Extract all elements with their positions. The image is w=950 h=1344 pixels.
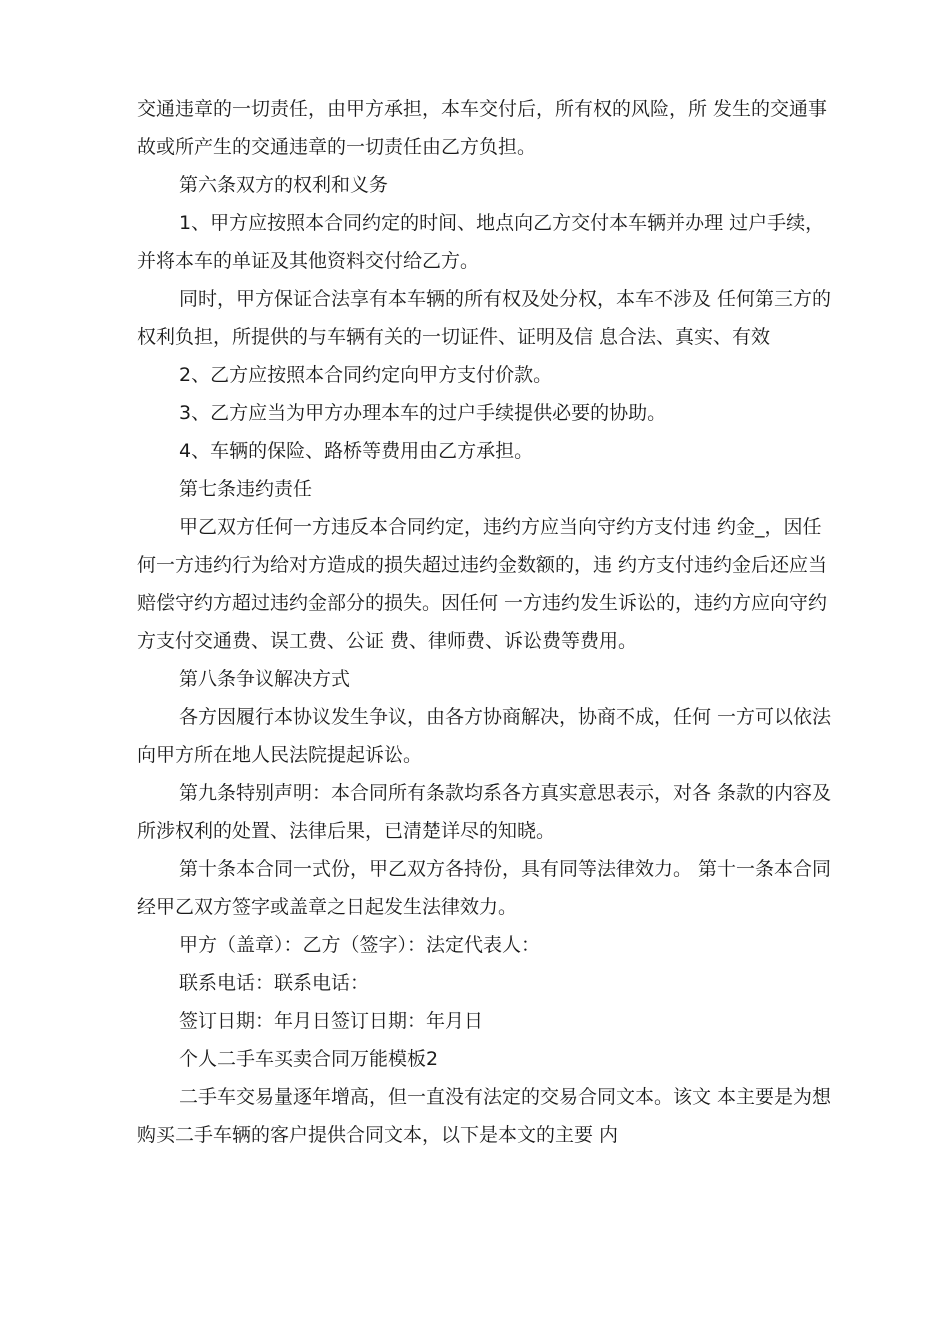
signature-phone-line: 联系电话：联系电话： [179, 972, 370, 994]
paragraph-traffic-liability: 交通违章的一切责任，由甲方承担，本车交付后，所有权的风险，所 发生的交通事故或所产生的交通违章的一切责任由乙方负担。 [137, 98, 828, 158]
paragraph-article-6-item-4: 4、车辆的保险、路桥等费用由乙方承担。 [179, 440, 534, 462]
paragraph-article-7-body: 甲乙双方任何一方违反本合同约定，违约方应当向守约方支付违 约金_，因任何一方违约行为给对方造成的损失超过违约金数额的，违 约方支付违约金后还应当赔偿守约方超过违约金部分的损失。因任何 一方违约发生诉讼的，违约方应向守约方支付交通费、误工费、公证 费、律师费、诉讼费等费用。 [137, 516, 828, 652]
heading-article-7: 第七条违约责任 [179, 478, 313, 500]
paragraph-article-6-item-1: 1、甲方应按照本合同约定的时间、地点向乙方交付本车辆并办理 过户手续，并将本车的单证及其他资料交付给乙方。 [137, 212, 825, 272]
heading-article-8: 第八条争议解决方式 [179, 668, 351, 690]
paragraph-template-2-intro: 二手车交易量逐年增高，但一直没有法定的交易合同文本。该文 本主要是为想购买二手车辆的客户提供合同文本，以下是本文的主要 内 [137, 1086, 832, 1146]
paragraph-article-10-11: 第十条本合同一式份，甲乙双方各持份，具有同等法律效力。 第十一条本合同经甲乙双方签字或盖章之日起发生法律效力。 [137, 858, 832, 918]
signature-parties-line: 甲方（盖章）：乙方（签字）：法定代表人： [179, 934, 541, 956]
paragraph-article-6-guarantee: 同时，甲方保证合法享有本车辆的所有权及处分权，本车不涉及 任何第三方的权利负担，所提供的与车辆有关的一切证件、证明及信 息合法、真实、有效 [137, 288, 832, 348]
signature-date-line: 签订日期：年月日签订日期：年月日 [179, 1010, 484, 1032]
document-body [137, 90, 837, 1154]
paragraph-article-6-item-3: 3、乙方应当为甲方办理本车的过户手续提供必要的协助。 [179, 402, 667, 424]
paragraph-article-8-body: 各方因履行本协议发生争议，由各方协商解决，协商不成，任何 一方可以依法向甲方所在地人民法院提起诉讼。 [137, 706, 832, 766]
paragraph-article-6-item-2: 2、乙方应按照本合同约定向甲方支付价款。 [179, 364, 553, 386]
paragraph-article-9: 第九条特别声明：本合同所有条款均系各方真实意思表示，对各 条款的内容及所涉权利的处置、法律后果，已清楚详尽的知晓。 [137, 782, 832, 842]
heading-article-6: 第六条双方的权利和义务 [179, 174, 389, 196]
template-title-2: 个人二手车买卖合同万能模板2 [179, 1048, 439, 1070]
